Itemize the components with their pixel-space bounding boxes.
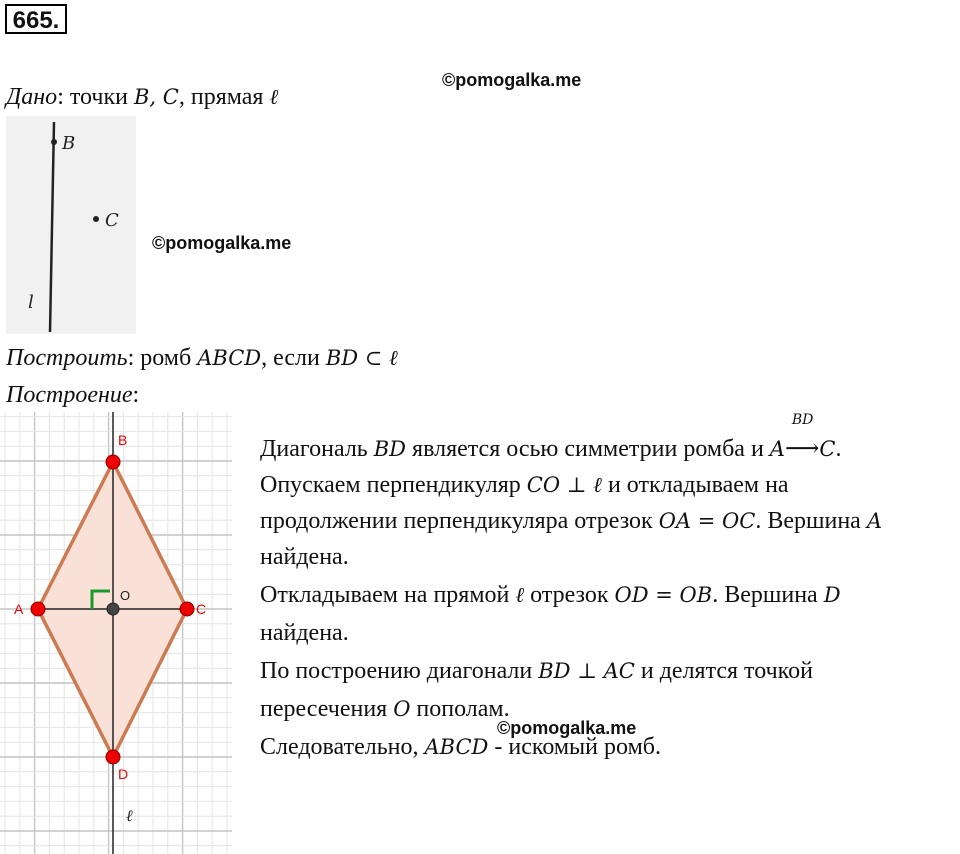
text-part: пополам. <box>416 696 510 722</box>
explanation-line-7 <box>260 658 813 685</box>
point-b <box>106 455 120 469</box>
math-a: A <box>769 437 785 461</box>
given-point-c <box>93 216 99 222</box>
math-abcd: ABCD <box>424 735 489 759</box>
given-label-b: B <box>62 133 76 154</box>
watermark: ©pomogalka.me <box>497 718 637 738</box>
construction-diagram <box>0 412 240 854</box>
text-part: найдена. <box>260 620 349 646</box>
math-o: O <box>393 697 411 721</box>
math-a: A <box>866 509 882 533</box>
math-d: D <box>823 583 841 607</box>
text-part: По построению диагонали <box>260 658 533 684</box>
given-points: B, C <box>133 85 179 109</box>
construction-label: Построение <box>6 382 133 408</box>
explanation-line-2 <box>260 472 789 499</box>
watermark: ©pomogalka.me <box>442 70 582 90</box>
explanation-line-9 <box>260 734 661 761</box>
text-part: отрезок <box>530 582 609 608</box>
explanation-line-1 <box>260 412 842 463</box>
explanation-line-6 <box>260 620 349 647</box>
text-part: . Вершина <box>712 582 818 608</box>
point-o <box>107 603 119 615</box>
construction-line: Построение: <box>6 382 140 408</box>
math-c: C <box>819 437 836 461</box>
given-text: точки <box>69 84 128 110</box>
given-line-text: прямая <box>190 84 264 110</box>
given-label-c: C <box>105 210 119 231</box>
math-co-perp: CO ⊥ ℓ <box>526 473 602 497</box>
given-figure <box>6 116 136 334</box>
label-line-l: ℓ <box>126 806 133 825</box>
math-bd-perp-ac: BD ⊥ AC <box>538 659 635 683</box>
math-l: ℓ <box>515 583 525 607</box>
construct-line: Построить: ромб ABCD, если BD ⊂ ℓ <box>6 345 398 371</box>
point-a <box>31 602 45 616</box>
point-d <box>106 750 120 764</box>
explanation-line-8 <box>260 696 510 723</box>
text-part: - искомый ромб. <box>494 734 661 760</box>
label-d: D <box>118 766 129 782</box>
given-line: Дано: точки B, C, прямая ℓ <box>6 84 279 110</box>
given-line-l <box>50 122 54 332</box>
text-part: является осью симметрии ромба и <box>412 436 764 462</box>
arrow: ⟶ <box>784 436 820 462</box>
construct-text: ромб <box>140 345 192 371</box>
math-bd: BD <box>373 437 407 461</box>
explanation-line-4 <box>260 544 349 571</box>
problem-number: 665. <box>5 4 67 34</box>
text-part: Диагональ <box>260 436 368 462</box>
text-part: . <box>835 436 842 462</box>
label-a: A <box>14 601 24 617</box>
text-part: Опускаем перпендикуляр <box>260 472 521 498</box>
explanation-line-5 <box>260 582 841 609</box>
arrow-label: BD <box>791 412 814 428</box>
given-point-b <box>51 139 57 145</box>
label-o: O <box>120 588 131 603</box>
construct-label: Построить <box>6 345 128 371</box>
explanation-line-3 <box>260 508 882 535</box>
construct-condition-word: если <box>273 345 320 371</box>
watermark: ©pomogalka.me <box>152 233 292 253</box>
text-part: продолжении перпендикуляра отрезок <box>260 508 653 534</box>
math-od-ob: OD = OB <box>614 583 713 607</box>
text-part: и откладываем на <box>607 472 789 498</box>
given-line-symbol: ℓ <box>269 85 279 109</box>
given-label: Дано <box>6 84 58 110</box>
construct-figure: ABCD <box>197 346 262 370</box>
text-part: Откладываем на прямой <box>260 582 510 608</box>
given-figure-svg <box>6 116 136 334</box>
text-part: найдена. <box>260 544 349 570</box>
label-c: C <box>196 601 207 617</box>
given-label-l: l <box>28 292 34 313</box>
text-part: . Вершина <box>755 508 861 534</box>
label-b: B <box>118 432 128 448</box>
text-part: и делятся точкой <box>640 658 813 684</box>
point-c <box>180 602 194 616</box>
math-oa-oc: OA = OC <box>658 509 756 533</box>
text-part: Следовательно, <box>260 734 419 760</box>
construct-condition: BD ⊂ ℓ <box>325 346 398 370</box>
text-part: пересечения <box>260 696 388 722</box>
symmetry-mapping <box>769 412 836 463</box>
